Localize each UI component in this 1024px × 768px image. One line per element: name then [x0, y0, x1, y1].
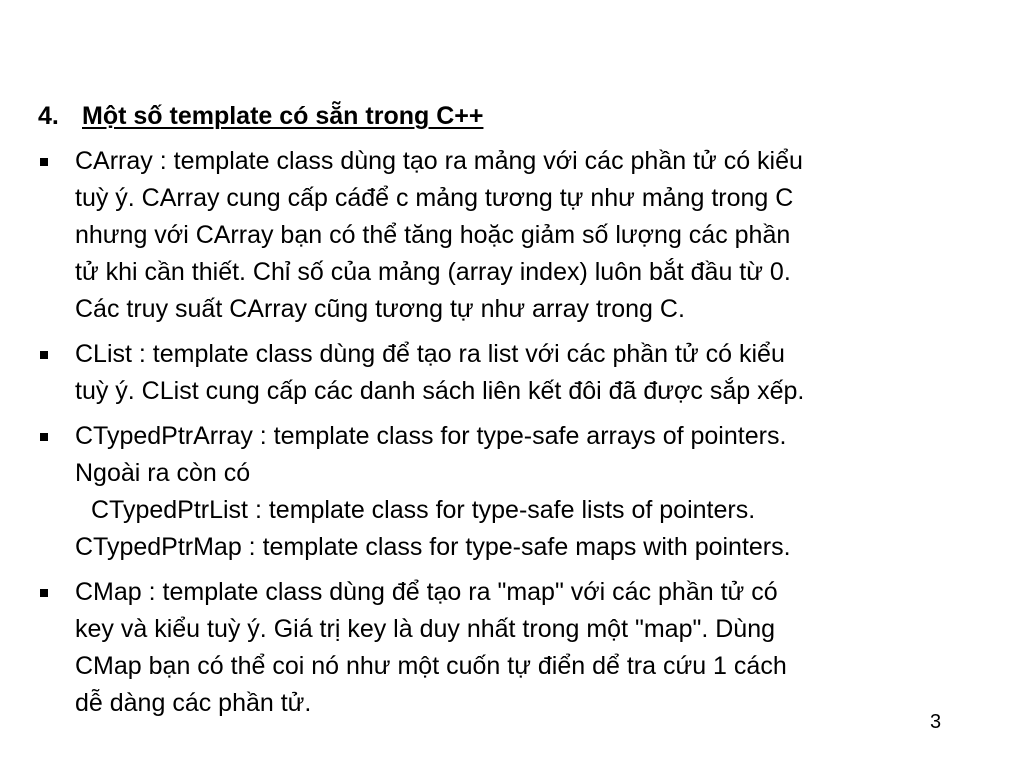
section-title: Một số template có sẵn trong C++: [82, 102, 484, 130]
bullet-item-cmap: [38, 574, 998, 722]
bullet-line: Các truy suất CArray cũng tương tự như array trong C.: [75, 295, 685, 323]
bullet-line: CMap bạn có thể coi nó như một cuốn tự điển dể tra cứu 1 cách: [75, 652, 787, 680]
bullet-line: Ngoài ra còn có: [75, 459, 251, 487]
section-heading: [38, 100, 483, 132]
page-number: 3: [930, 711, 942, 733]
bullet-line: dễ dàng các phần tử.: [75, 689, 312, 717]
bullet-line: nhưng với CArray bạn có thể tăng hoặc giảm số lượng các phần: [75, 221, 791, 249]
square-bullet-icon: [40, 589, 48, 597]
square-bullet-icon: [40, 351, 48, 359]
bullet-line: CMap : template class dùng để tạo ra "map" với các phần tử có: [75, 578, 778, 606]
bullet-line: CArray : template class dùng tạo ra mảng với các phần tử có kiểu: [75, 147, 803, 175]
square-bullet-icon: [40, 433, 48, 441]
bullet-line: CList : template class dùng để tạo ra list với các phần tử có kiểu: [75, 340, 785, 368]
bullet-line: CTypedPtrArray : template class for type-safe arrays of pointers.: [75, 422, 787, 450]
bullet-line: CTypedPtrMap : template class for type-safe maps with pointers.: [75, 533, 791, 561]
bullet-line: key và kiểu tuỳ ý. Giá trị key là duy nhất trong một "map". Dùng: [75, 615, 776, 643]
bullet-line: tử khi cần thiết. Chỉ số của mảng (array index) luôn bắt đầu từ 0.: [75, 258, 791, 286]
bullet-line: tuỳ ý. CList cung cấp các danh sách liên kết đôi đã được sắp xếp.: [75, 377, 805, 405]
bullet-item-carray: [38, 143, 998, 328]
bullet-item-clist: [38, 336, 998, 410]
bullet-line: CTypedPtrList : template class for type-safe lists of pointers.: [91, 496, 756, 524]
bullet-item-ctypedptr: [38, 418, 998, 566]
square-bullet-icon: [40, 158, 48, 166]
bullet-line: tuỳ ý. CArray cung cấp cáđể c mảng tương tự như mảng trong C: [75, 184, 794, 212]
bullet-list: [38, 143, 998, 730]
section-number: 4.: [38, 102, 59, 130]
